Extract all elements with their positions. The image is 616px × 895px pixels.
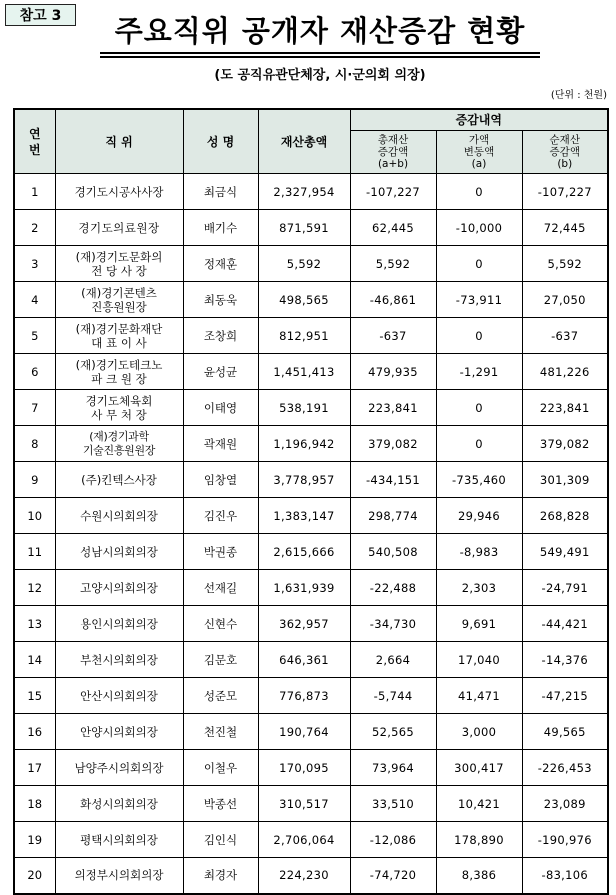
cell-valuation-change: 300,417 [436,750,522,786]
cell-total-assets: 170,095 [258,750,350,786]
cell-no: 13 [14,606,55,642]
cell-valuation-change: 10,421 [436,786,522,822]
cell-position: 경기도의료원장 [55,210,183,246]
table-row [14,426,608,462]
cell-total-assets: 190,764 [258,714,350,750]
cell-total-assets: 2,615,666 [258,534,350,570]
cell-valuation-change: 0 [436,246,522,282]
cell-total-change: -74,720 [350,858,436,894]
cell-total-assets: 1,451,413 [258,354,350,390]
cell-net-change: 379,082 [522,426,608,462]
cell-no: 11 [14,534,55,570]
table-row [14,210,608,246]
table-row [14,282,608,318]
cell-valuation-change: -735,460 [436,462,522,498]
cell-position: (재)경기콘텐츠 진흥원원장 [55,282,183,318]
cell-total-change: 223,841 [350,390,436,426]
cell-net-change: -44,421 [522,606,608,642]
cell-total-assets: 776,873 [258,678,350,714]
cell-name: 조창희 [183,318,258,354]
table-row [14,750,608,786]
cell-position: (재)경기도테크노 파 크 원 장 [55,354,183,390]
cell-valuation-change: 41,471 [436,678,522,714]
cell-position: (재)경기과학 기술진흥원원장 [55,426,183,462]
table-row [14,246,608,282]
cell-net-change: 27,050 [522,282,608,318]
cell-valuation-change: -8,983 [436,534,522,570]
cell-valuation-change: 0 [436,426,522,462]
cell-position: 성남시의회의장 [55,534,183,570]
cell-net-change: 481,226 [522,354,608,390]
cell-position: (재)경기도문화의 전 당 사 장 [55,246,183,282]
cell-total-change: -34,730 [350,606,436,642]
unit-note: (단위 : 천원) [550,90,607,101]
title-underline-bottom [100,56,540,58]
cell-position: 경기도체육회 사 무 처 장 [55,390,183,426]
cell-total-assets: 224,230 [258,858,350,894]
cell-position: 남양주시의회의장 [55,750,183,786]
cell-name: 윤성균 [183,354,258,390]
cell-name: 배기수 [183,210,258,246]
cell-position: 수원시의회의장 [55,498,183,534]
cell-total-change: -22,488 [350,570,436,606]
cell-net-change: 549,491 [522,534,608,570]
cell-no: 15 [14,678,55,714]
cell-name: 이철우 [183,750,258,786]
cell-net-change: 223,841 [522,390,608,426]
cell-total-change: -434,151 [350,462,436,498]
cell-total-change: 73,964 [350,750,436,786]
cell-position: 평택시의회의장 [55,822,183,858]
cell-total-change: 5,592 [350,246,436,282]
cell-position: 고양시의회의장 [55,570,183,606]
cell-valuation-change: 9,691 [436,606,522,642]
table-row [14,354,608,390]
cell-total-change: 379,082 [350,426,436,462]
cell-no: 2 [14,210,55,246]
table-row [14,570,608,606]
cell-valuation-change: 178,890 [436,822,522,858]
table-row [14,462,608,498]
cell-valuation-change: 8,386 [436,858,522,894]
cell-net-change: 5,592 [522,246,608,282]
table-row [14,858,608,894]
cell-total-assets: 498,565 [258,282,350,318]
cell-total-change: 2,664 [350,642,436,678]
table-row [14,534,608,570]
cell-name: 성준모 [183,678,258,714]
cell-no: 7 [14,390,55,426]
asset-change-table [13,108,609,895]
cell-name: 정재훈 [183,246,258,282]
cell-valuation-change: -1,291 [436,354,522,390]
cell-total-assets: 1,631,939 [258,570,350,606]
cell-total-change: 52,565 [350,714,436,750]
cell-name: 김인식 [183,822,258,858]
cell-position: 경기도시공사사장 [55,174,183,210]
cell-total-change: 33,510 [350,786,436,822]
table-row [14,318,608,354]
cell-name: 곽재원 [183,426,258,462]
table-header [14,109,608,174]
cell-no: 6 [14,354,55,390]
header-total-change: 총재산 증감액 (a+b) [350,131,436,174]
cell-total-assets: 538,191 [258,390,350,426]
cell-name: 천진철 [183,714,258,750]
page-subtitle: (도 공직유관단체장, 시·군의회 의장) [214,68,426,83]
cell-no: 10 [14,498,55,534]
cell-name: 박권종 [183,534,258,570]
cell-name: 김문호 [183,642,258,678]
cell-net-change: 72,445 [522,210,608,246]
cell-total-assets: 1,196,942 [258,426,350,462]
cell-no: 14 [14,642,55,678]
cell-net-change: 23,089 [522,786,608,822]
cell-total-change: 479,935 [350,354,436,390]
cell-total-change: -5,744 [350,678,436,714]
cell-total-assets: 362,957 [258,606,350,642]
table-row [14,606,608,642]
cell-no: 18 [14,786,55,822]
header-no: 연 번 [14,109,55,174]
cell-total-assets: 2,327,954 [258,174,350,210]
cell-net-change: -637 [522,318,608,354]
cell-total-change: 540,508 [350,534,436,570]
cell-total-assets: 5,592 [258,246,350,282]
cell-total-assets: 2,706,064 [258,822,350,858]
cell-name: 김진우 [183,498,258,534]
cell-valuation-change: 0 [436,390,522,426]
cell-net-change: 268,828 [522,498,608,534]
cell-no: 8 [14,426,55,462]
cell-valuation-change: 3,000 [436,714,522,750]
cell-valuation-change: -10,000 [436,210,522,246]
cell-total-assets: 3,778,957 [258,462,350,498]
table-row [14,786,608,822]
cell-no: 16 [14,714,55,750]
cell-valuation-change: 0 [436,318,522,354]
table-row [14,822,608,858]
cell-no: 19 [14,822,55,858]
cell-name: 임창열 [183,462,258,498]
cell-name: 최경자 [183,858,258,894]
cell-net-change: -14,376 [522,642,608,678]
cell-net-change: -107,227 [522,174,608,210]
cell-valuation-change: 17,040 [436,642,522,678]
cell-name: 선재길 [183,570,258,606]
header-name: 성 명 [183,109,258,174]
cell-name: 신현수 [183,606,258,642]
cell-position: (주)킨텍스사장 [55,462,183,498]
cell-no: 3 [14,246,55,282]
cell-position: 안산시의회의장 [55,678,183,714]
table-row [14,678,608,714]
cell-valuation-change: 0 [436,174,522,210]
header-change-group: 증감내역 [350,109,608,131]
cell-total-change: 62,445 [350,210,436,246]
table-row [14,174,608,210]
cell-name: 이태영 [183,390,258,426]
table-body [14,174,608,894]
cell-position: 의정부시의회의장 [55,858,183,894]
cell-position: 화성시의회의장 [55,786,183,822]
cell-name: 박종선 [183,786,258,822]
reference-label: 참고 3 [5,4,76,26]
cell-no: 20 [14,858,55,894]
cell-total-change: 298,774 [350,498,436,534]
cell-net-change: -190,976 [522,822,608,858]
cell-total-assets: 871,591 [258,210,350,246]
cell-no: 5 [14,318,55,354]
cell-valuation-change: 29,946 [436,498,522,534]
cell-net-change: 49,565 [522,714,608,750]
cell-position: (재)경기문화재단 대 표 이 사 [55,318,183,354]
cell-net-change: -226,453 [522,750,608,786]
cell-valuation-change: 2,303 [436,570,522,606]
cell-total-change: -46,861 [350,282,436,318]
cell-total-assets: 646,361 [258,642,350,678]
cell-total-change: -107,227 [350,174,436,210]
table-row [14,642,608,678]
cell-net-change: 301,309 [522,462,608,498]
table-row [14,390,608,426]
header-net-change: 순재산 증감액 (b) [522,131,608,174]
cell-no: 1 [14,174,55,210]
cell-name: 최금식 [183,174,258,210]
cell-net-change: -24,791 [522,570,608,606]
header-position: 직 위 [55,109,183,174]
cell-total-assets: 812,951 [258,318,350,354]
page-title: 주요직위 공개자 재산증감 현황 [114,14,526,48]
cell-position: 용인시의회의장 [55,606,183,642]
cell-no: 9 [14,462,55,498]
cell-position: 부천시의회의장 [55,642,183,678]
cell-no: 17 [14,750,55,786]
cell-name: 최동욱 [183,282,258,318]
cell-net-change: -83,106 [522,858,608,894]
cell-no: 12 [14,570,55,606]
cell-position: 안양시의회의장 [55,714,183,750]
table-row [14,714,608,750]
cell-no: 4 [14,282,55,318]
header-total-assets: 재산총액 [258,109,350,174]
cell-total-change: -637 [350,318,436,354]
table-row [14,498,608,534]
cell-total-assets: 1,383,147 [258,498,350,534]
header-valuation-change: 가액 변동액 (a) [436,131,522,174]
cell-valuation-change: -73,911 [436,282,522,318]
cell-net-change: -47,215 [522,678,608,714]
title-underline-top [100,52,540,54]
cell-total-assets: 310,517 [258,786,350,822]
cell-total-change: -12,086 [350,822,436,858]
